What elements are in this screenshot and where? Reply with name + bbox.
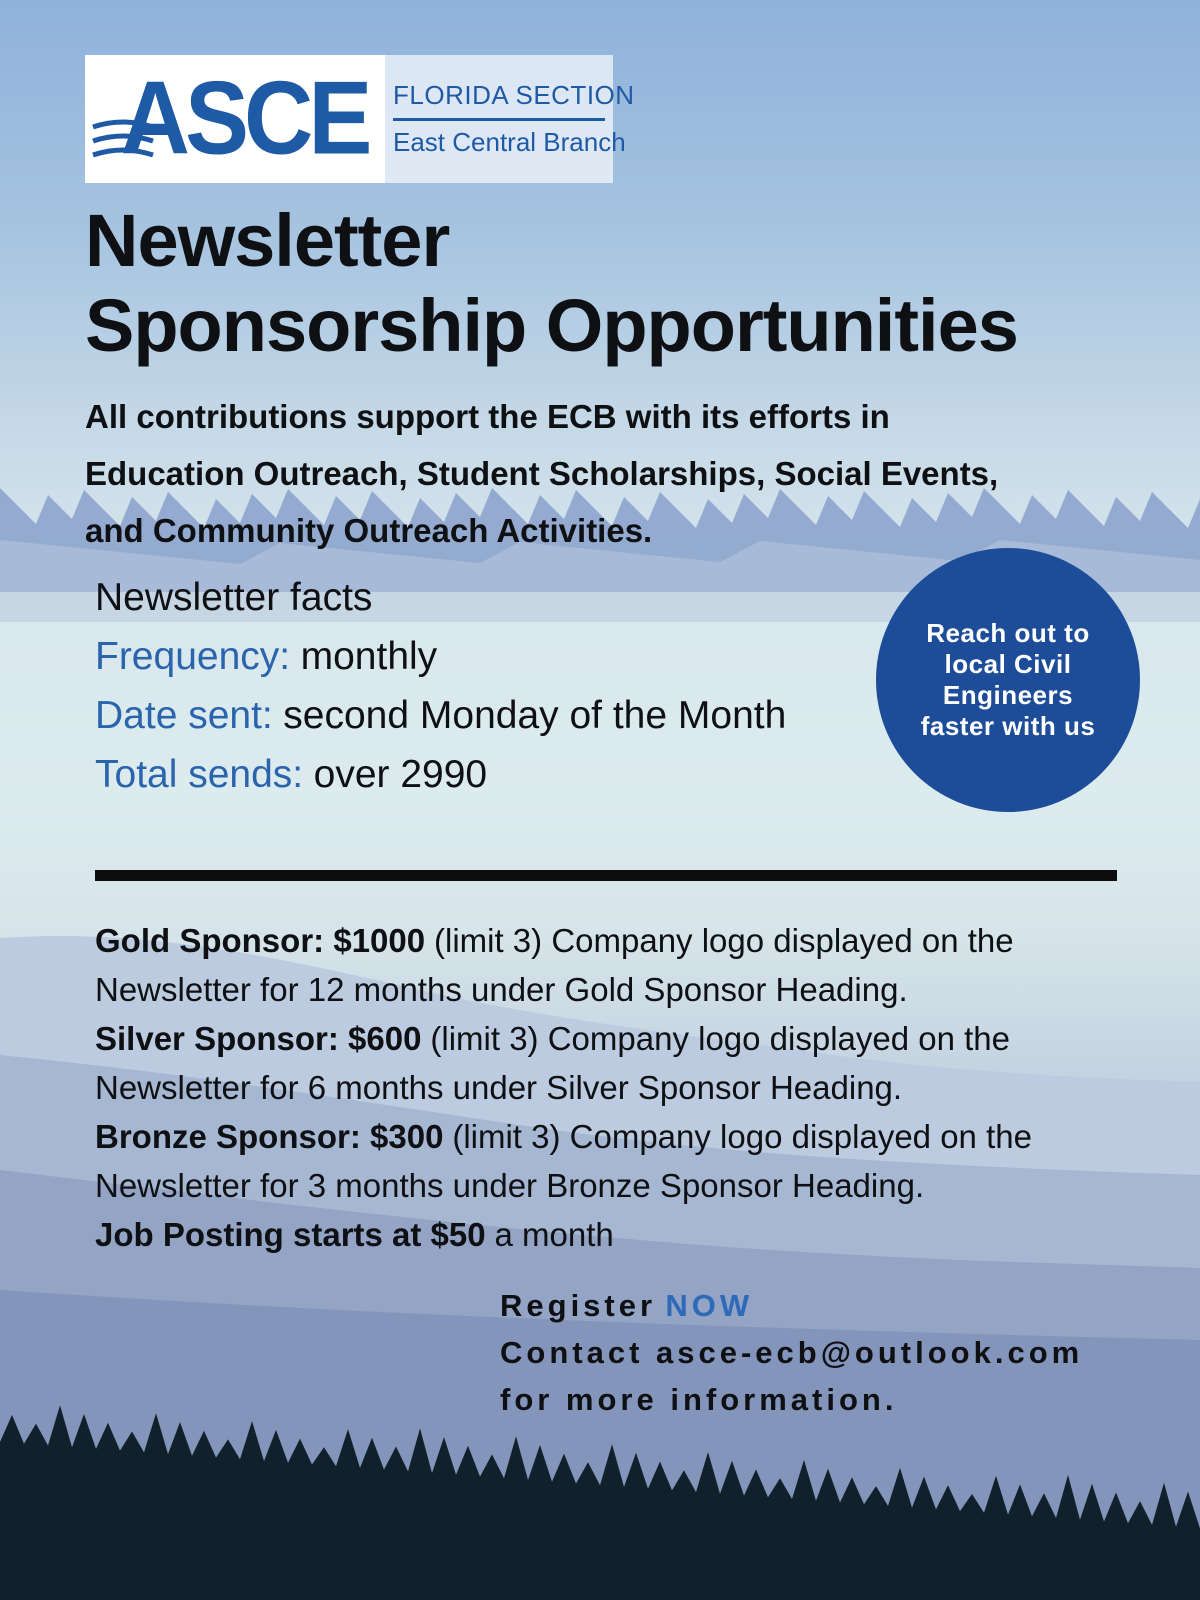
newsletter-facts bbox=[95, 568, 786, 804]
fact-total-sends-value: over 2990 bbox=[313, 753, 488, 796]
logo-section-label: FLORIDA SECTION bbox=[393, 80, 605, 121]
bronze-sponsor-name: Bronze Sponsor: $300 bbox=[95, 1118, 444, 1155]
fact-date-sent-value: second Monday of the Month bbox=[283, 694, 787, 737]
fact-total-sends bbox=[95, 745, 786, 804]
asce-logo-text bbox=[385, 55, 635, 183]
contact-email-line: Contact asce-ecb@outlook.com bbox=[500, 1335, 1084, 1370]
fact-frequency bbox=[95, 627, 786, 686]
logo-branch-label: East Central Branch bbox=[393, 127, 626, 157]
fact-total-sends-label: Total sends: bbox=[95, 753, 304, 796]
facts-heading: Newsletter facts bbox=[95, 576, 373, 619]
intro-line-2: Education Outreach, Student Scholarships, Social Events, bbox=[85, 455, 999, 492]
intro-line-3: and Community Outreach Activities. bbox=[85, 512, 653, 549]
intro-paragraph bbox=[85, 388, 1145, 559]
job-posting-details: a month bbox=[494, 1216, 614, 1253]
bronze-sponsor-details: (limit 3) Company logo displayed on the Newsletter for 3 months under Bronze Sponsor Heading. bbox=[95, 1118, 1032, 1204]
logo-acronym: ASCE bbox=[120, 60, 368, 177]
fact-frequency-value: monthly bbox=[300, 635, 438, 678]
asce-logo bbox=[85, 55, 635, 183]
call-to-action bbox=[500, 1282, 1083, 1423]
reach-out-badge-text: Reach out to local Civil Engineers faster with us bbox=[920, 618, 1096, 741]
fact-frequency-label: Frequency: bbox=[95, 635, 291, 678]
register-line bbox=[500, 1282, 1083, 1329]
silver-sponsor-tier bbox=[95, 1014, 1107, 1112]
sponsorship-tiers bbox=[95, 916, 1107, 1259]
register-now-highlight: NOW bbox=[665, 1288, 754, 1323]
fact-date-sent bbox=[95, 686, 786, 745]
register-label: Register bbox=[500, 1288, 657, 1323]
asce-logo-mark bbox=[85, 55, 385, 183]
title-line-1: Newsletter bbox=[85, 199, 450, 282]
bronze-sponsor-tier bbox=[95, 1112, 1107, 1210]
silver-sponsor-details: (limit 3) Company logo displayed on the Newsletter for 6 months under Silver Sponsor Heading. bbox=[95, 1020, 1011, 1106]
gold-sponsor-details: (limit 3) Company logo displayed on the Newsletter for 12 months under Gold Sponsor Heading. bbox=[95, 922, 1014, 1008]
page-title bbox=[85, 198, 1018, 368]
intro-line-1: All contributions support the ECB with its efforts in bbox=[85, 398, 890, 435]
job-posting-name: Job Posting starts at $50 bbox=[95, 1216, 486, 1253]
silver-sponsor-name: Silver Sponsor: $600 bbox=[95, 1020, 422, 1057]
more-info-line: for more information. bbox=[500, 1382, 898, 1417]
job-posting-tier bbox=[95, 1210, 1107, 1259]
horizontal-divider bbox=[95, 870, 1117, 881]
fact-date-sent-label: Date sent: bbox=[95, 694, 273, 737]
reach-out-badge bbox=[876, 548, 1140, 812]
title-line-2: Sponsorship Opportunities bbox=[85, 284, 1018, 367]
gold-sponsor-name: Gold Sponsor: $1000 bbox=[95, 922, 426, 959]
gold-sponsor-tier bbox=[95, 916, 1107, 1014]
